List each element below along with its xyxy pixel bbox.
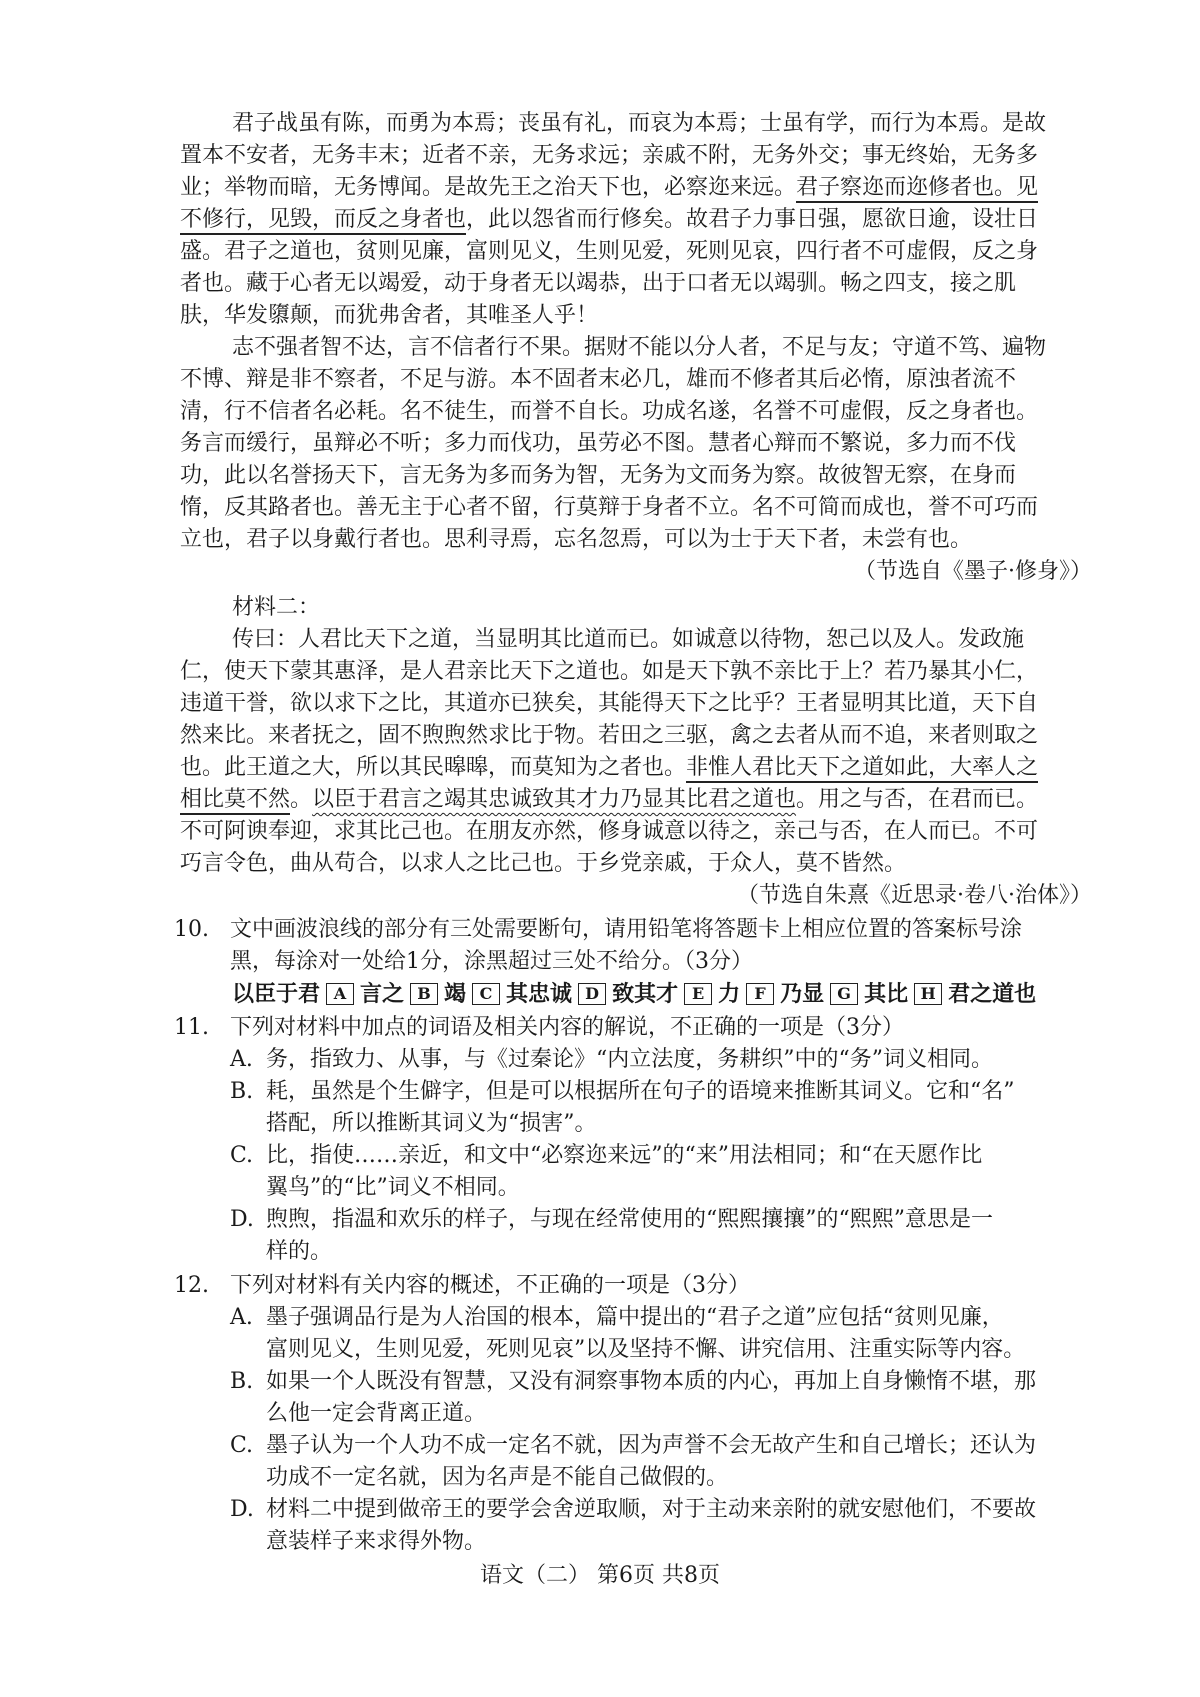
passage-line: 功，此以名誉扬天下，言无务为多而务为智，无务为文而务为察。故彼智无察，在身而: [180, 463, 1017, 488]
option-text: 功成不一定名就，因为名声是不能自己做假的。: [266, 1465, 729, 1490]
passage-text: ，此以怨省而行修矣。故君子力事日强，愿欲日逾，设壮日: [466, 207, 1039, 232]
answer-box[interactable]: C: [472, 983, 500, 1005]
passage-line: 者也。藏于心者无以竭爱，动于身者无以竭恭，出于口者无以竭驯。畅之四支，接之肌: [180, 271, 1017, 296]
option-text: 墨子认为一个人功不成一定名不就，因为声誉不会无故产生和自己增长；还认为: [266, 1433, 1037, 1458]
passage-line: [180, 204, 1038, 236]
option-text: 搭配，所以推断其词义为“损害”。: [266, 1111, 597, 1136]
question-text: 黑，每涂对一处给1分，涂黑超过三处不给分。（3分）: [230, 949, 753, 974]
option-text: 墨子强调品行是为人治国的根本，篇中提出的“君子之道”应包括“贫则见廉，: [266, 1305, 1004, 1330]
option-text: 务，指致力、从事，与《过秦论》“内立法度，务耕织”中的“务”词义相同。: [266, 1047, 993, 1072]
option-letter[interactable]: B.: [230, 1079, 254, 1104]
option-letter[interactable]: A.: [230, 1047, 253, 1072]
segment-text: 其忠诚: [506, 981, 573, 1007]
question-number: 12.: [174, 1273, 209, 1298]
section-heading: 材料二：: [232, 595, 321, 620]
passage-line: 巧言令色，曲从苟合，以求人之比己也。于乡党亲戚，于众人，莫不皆然。: [180, 851, 907, 876]
passage-line: 立也，君子以身戴行者也。思利寻焉，忘名忽焉，可以为士于天下者，未尝有也。: [180, 527, 973, 552]
passage-text: 。: [290, 787, 313, 812]
segment-text: 力: [718, 981, 741, 1007]
question-text: 下列对材料有关内容的概述，不正确的一项是（3分）: [230, 1273, 750, 1298]
passage-text: 。用之与否，在君而已。: [796, 787, 1039, 812]
passage-text: 业；举物而暗，无务博闻。是故先王之治天下也，必察迩来远。: [180, 175, 797, 200]
option-text: 比，指使……亲近，和文中“必察迩来远”的“来”用法相同；和“在天愿作比: [266, 1143, 983, 1168]
passage-line: 惰，反其路者也。善无主于心者不留，行莫辩于身者不立。名不可简而成也，誉不可巧而: [180, 495, 1039, 520]
segment-text: 以臣于君: [232, 981, 321, 1007]
option-text: 如果一个人既没有智慧，又没有洞察事物本质的内心，再加上自身懒惰不堪，那: [266, 1369, 1037, 1394]
answer-box[interactable]: G: [830, 983, 858, 1005]
page-footer: 语文（二） 第6页 共8页: [480, 1563, 720, 1588]
option-text: 样的。: [266, 1239, 333, 1264]
underlined-sentence: 不修行，见毁，而反之身者也: [180, 207, 466, 235]
source-citation: （节选自《墨子·修身》）: [854, 559, 1092, 584]
question-number: 10.: [174, 917, 209, 942]
option-text: 富则见义，生则见爱，死则见哀”以及坚持不懈、讲究信用、注重实际等内容。: [266, 1337, 1026, 1362]
passage-line: 置本不安者，无务丰末；近者不亲，无务求远；亲戚不附，无务外交；事无终始，无务多: [180, 143, 1039, 168]
option-text: 耗，虽然是个生僻字，但是可以根据所在句子的语境来推断其词义。它和“名”: [266, 1079, 1015, 1104]
passage-line: 不博、辩是非不察者，不足与游。本不固者末必几，雄而不修者其后必惰，原浊者流不: [180, 367, 1017, 392]
segment-text: 致其才: [612, 981, 679, 1007]
question-text: 下列对材料中加点的词语及相关内容的解说，不正确的一项是（3分）: [230, 1015, 904, 1040]
segment-text: 竭: [444, 981, 467, 1007]
underlined-sentence: 君子察迩而迩修者也。见: [796, 175, 1038, 203]
segment-text: 乃显: [780, 981, 825, 1007]
option-text: 材料二中提到做帝王的要学会舍逆取顺，对于主动来亲附的就安慰他们，不要故: [266, 1497, 1037, 1522]
option-letter[interactable]: D.: [230, 1497, 254, 1522]
question-text: 文中画波浪线的部分有三处需要断句，请用铅笔将答题卡上相应位置的答案标号涂: [230, 917, 1023, 942]
answer-box[interactable]: D: [578, 983, 606, 1005]
answer-box[interactable]: H: [914, 983, 942, 1005]
passage-line: 然来比。来者抚之，固不煦煦然求比于物。若田之三驱，禽之去者从而不追，来者则取之: [180, 723, 1039, 748]
source-citation: （节选自朱熹《近思录·卷八·治体》）: [737, 883, 1092, 908]
option-letter[interactable]: D.: [230, 1207, 254, 1232]
answer-box[interactable]: A: [326, 983, 354, 1005]
passage-line: 清，行不信者名必耗。名不徒生，而誉不自长。功成名遂，名誉不可虚假，反之身者也。: [180, 399, 1039, 424]
passage-line: [180, 172, 1038, 204]
segment-text: 君之道也: [948, 981, 1037, 1007]
option-text: 么他一定会背离正道。: [266, 1401, 487, 1426]
option-letter[interactable]: C.: [230, 1143, 254, 1168]
wavy-underlined-sentence: 以臣于君言之竭其忠诚致其才力乃显其比君之道也: [312, 787, 797, 812]
passage-line: 志不强者智不达，言不信者行不果。据财不能以分人者，不足与友；守道不笃、遍物: [232, 335, 1047, 360]
segment-text: 言之: [360, 981, 405, 1007]
option-letter[interactable]: A.: [230, 1305, 253, 1330]
passage-line: 仁，使天下蒙其惠泽，是人君亲比天下之道也。如是天下孰不亲比于上？若乃暴其小仁，: [180, 659, 1039, 684]
passage-line: 不可阿谀奉迎，求其比己也。在朋友亦然，修身诚意以待之，亲己与否，在人而已。不可: [180, 819, 1039, 844]
passage-line: 君子战虽有陈，而勇为本焉；丧虽有礼，而哀为本焉；士虽有学，而行为本焉。是故: [232, 111, 1047, 136]
option-letter[interactable]: C.: [230, 1433, 254, 1458]
question-number: 11.: [174, 1015, 209, 1040]
passage-line: 传曰：人君比天下之道，当显明其比道而已。如诚意以待物，恕己以及人。发政施: [232, 627, 1025, 652]
passage-line: 违道干誉，欲以求下之比，其道亦已狭矣，其能得天下之比乎？王者显明其比道，天下自: [180, 691, 1039, 716]
underlined-sentence: 相比莫不然: [180, 787, 290, 815]
option-letter[interactable]: B.: [230, 1369, 254, 1394]
option-text: 翼鸟”的“比”词义不相同。: [266, 1175, 520, 1200]
option-text: 煦煦，指温和欢乐的样子，与现在经常使用的“熙熙攘攘”的“熙熙”意思是一: [266, 1207, 993, 1232]
passage-text: 也。此王道之大，所以其民暤暤，而莫知为之者也。: [180, 755, 687, 780]
option-text: 意装样子来求得外物。: [266, 1529, 487, 1554]
answer-segment-line: [232, 978, 1036, 1010]
answer-box[interactable]: B: [410, 983, 438, 1005]
underlined-sentence: 非惟人君比天下之道如此，大率人之: [686, 755, 1038, 783]
passage-line: 肤，华发隳颠，而犹弗舍者，其唯圣人乎！: [180, 303, 599, 328]
passage-line: 盛。君子之道也，贫则见廉，富则见义，生则见爱，死则见哀，四行者不可虚假，反之身: [180, 239, 1039, 264]
answer-box[interactable]: E: [684, 983, 712, 1005]
segment-text: 其比: [864, 981, 909, 1007]
passage-line: [180, 752, 1038, 784]
answer-box[interactable]: F: [746, 983, 774, 1005]
passage-line: [180, 784, 1038, 816]
passage-line: 务言而缓行，虽辩必不听；多力而伐功，虽劳必不图。慧者心辩而不繁说，多力而不伐: [180, 431, 1017, 456]
